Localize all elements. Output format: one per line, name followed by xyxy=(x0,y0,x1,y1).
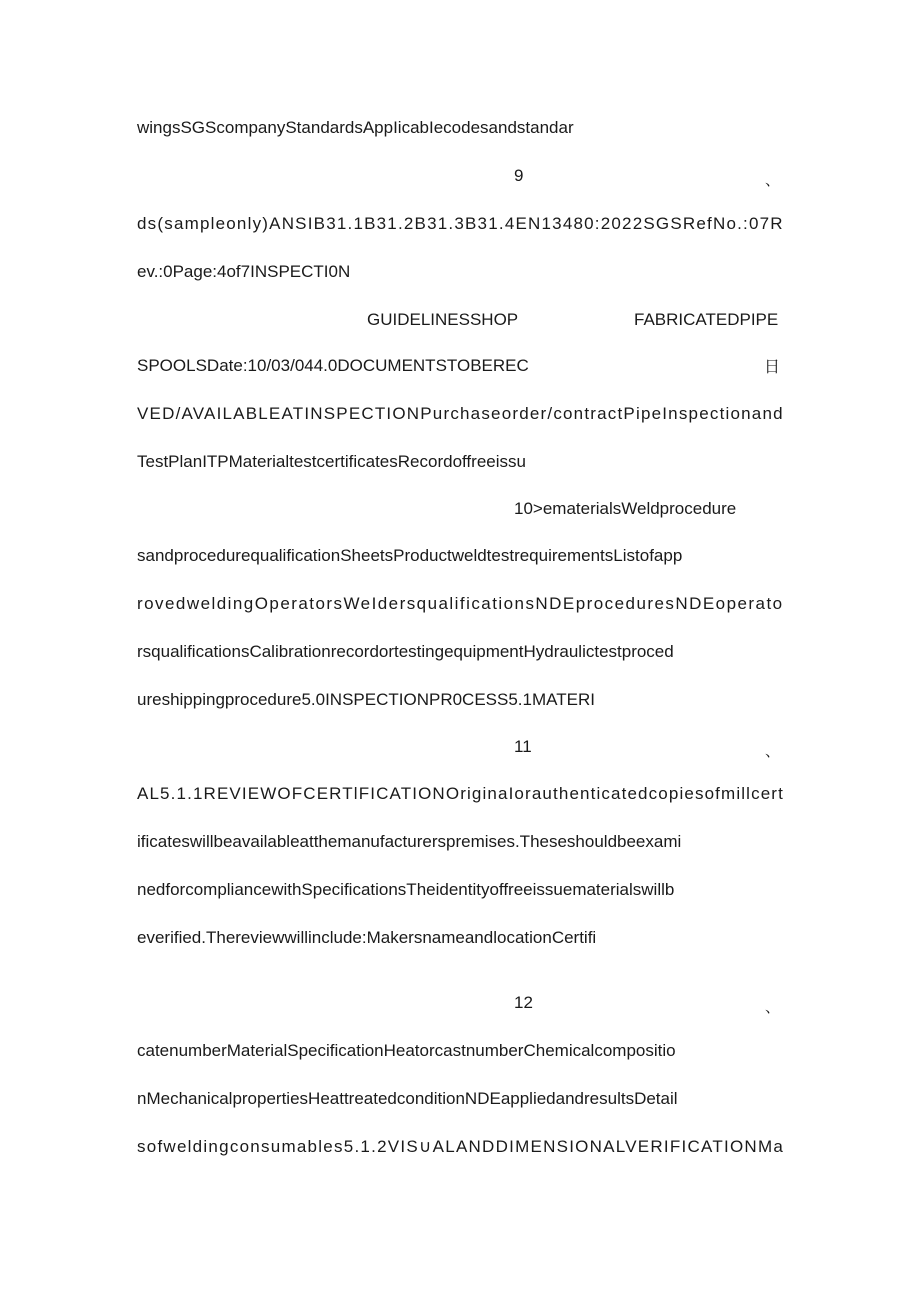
text-line: AL5.1.1REVIEWOFCERTlFICATIONOriginaIorauthenticatedcopiesofmillcert xyxy=(137,784,784,803)
text-line: wingsSGScompanyStandardsAppIicabIecodesandstandar xyxy=(137,118,574,137)
page-number: 9 xyxy=(514,166,524,185)
text-line: ificateswillbeavailableatthemanufacturerspremises.Theseshouldbeexami xyxy=(137,832,682,851)
punctuation-mark: 、 xyxy=(765,172,781,189)
text-line: FABRICATEDPIPE xyxy=(634,310,779,329)
text-line: everified.Thereviewwillinclude:MakersnameandlocationCertifi xyxy=(137,928,597,947)
text-line: TestPlanITPMaterialtestcertificatesRecordoffreeissu xyxy=(137,452,526,471)
text-line: ev.:0Page:4of7INSPECTI0N xyxy=(137,262,351,281)
text-line: sofweldingconsumables5.1.2VIS∪ALANDDIMENSIONALVERIFICATIONMa xyxy=(137,1137,785,1156)
text-line: 10>ematerialsWeldprocedure xyxy=(514,499,737,518)
punctuation-mark: 、 xyxy=(765,999,781,1016)
text-line: nedforcompliancewithSpecificationsTheidentityoffreeissuematerialswillb xyxy=(137,880,675,899)
cjk-character: 日 xyxy=(764,359,781,376)
text-line: ureshippingprocedure5.0INSPECTIONPR0CESS5.1MATERI xyxy=(137,690,595,709)
text-line: rsqualificationsCalibrationrecordortestingequipmentHydraulictestproced xyxy=(137,642,674,661)
text-line: VED/AVAILABLEATINSPECTIONPurchaseorder/contractPipeInspectionand xyxy=(137,404,784,423)
text-line: ds(sampleonly)ANSIB31.1B31.2B31.3B31.4EN13480:2022SGSRefNo.:07R xyxy=(137,214,784,233)
text-line: catenumberMaterialSpecificationHeatorcastnumberChemicalcompositio xyxy=(137,1041,676,1060)
text-line: sandprocedurequalificationSheetsProductweldtestrequirementsListofapp xyxy=(137,546,683,565)
text-line: GUIDELINESSHOP xyxy=(367,310,519,329)
text-line: nMechanicalpropertiesHeattreatedconditionNDEappliedandresultsDetail xyxy=(137,1089,678,1108)
page-number: 12 xyxy=(514,993,533,1012)
text-line: SPOOLSDate:10/03/044.0DOCUMENTSTOBEREC xyxy=(137,356,529,375)
punctuation-mark: 、 xyxy=(765,743,781,760)
text-line: rovedweldingOperatorsWeIdersqualificationsNDEproceduresNDEoperato xyxy=(137,594,784,613)
page-number: 11 xyxy=(514,737,532,756)
